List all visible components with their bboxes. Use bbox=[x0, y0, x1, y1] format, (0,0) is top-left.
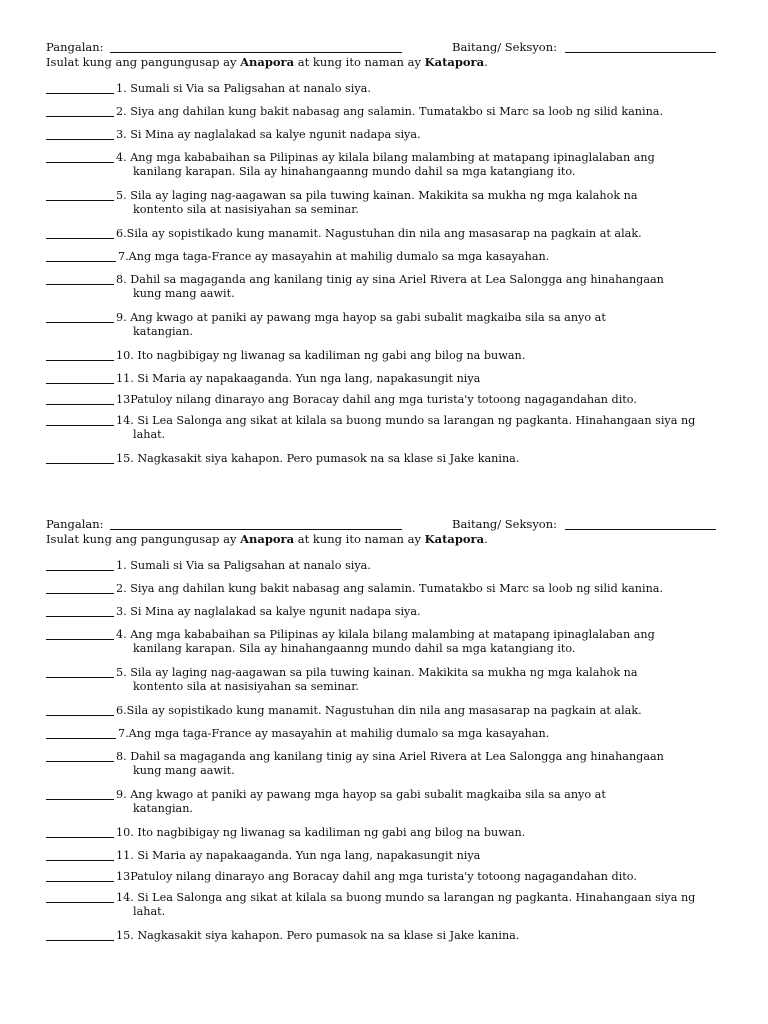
question-text: 8. Dahil sa magaganda ang kanilang tinig ay sina Ariel Rivera at Lea Salongga ang hinahangaan bbox=[116, 750, 664, 763]
question-text: 3. Si Mina ay naglalakad sa kalye ngunit nadapa siya. bbox=[116, 605, 421, 618]
question-text: 15. Nagkasakit siya kahapon. Pero pumasok na sa klase si Jake kanina. bbox=[116, 452, 520, 465]
answer-blank bbox=[46, 881, 114, 882]
name-blank bbox=[110, 52, 402, 53]
instruction-term-katapora: Katapora bbox=[424, 55, 485, 69]
question-item bbox=[46, 849, 736, 870]
grade-section-label: Baitang/ Seksyon: bbox=[452, 40, 558, 54]
answer-blank bbox=[46, 639, 114, 640]
question-item bbox=[46, 128, 736, 151]
question-item bbox=[46, 393, 736, 414]
question-text: 1. Sumali si Via sa Paligsahan at nanalo siya. bbox=[116, 82, 371, 95]
question-text: 13Patuloy nilang dinarayo ang Boracay dahil ang mga turista'y totoong nagagandahan dito. bbox=[116, 393, 637, 406]
question-text: 4. Ang mga kababaihan sa Pilipinas ay kilala bilang malambing at matapang ipinaglalaban ang bbox=[116, 151, 655, 164]
answer-blank bbox=[46, 799, 114, 800]
question-item bbox=[46, 311, 736, 349]
question-text: 8. Dahil sa magaganda ang kanilang tinig ay sina Ariel Rivera at Lea Salongga ang hinahangaan bbox=[116, 273, 664, 286]
worksheet-header bbox=[46, 517, 736, 532]
question-text: 10. Ito nagbibigay ng liwanag sa kadiliman ng gabi ang bilog na buwan. bbox=[116, 349, 526, 362]
question-item bbox=[46, 372, 736, 393]
question-text: 14. Si Lea Salonga ang sikat at kilala sa buong mundo sa larangan ng pagkanta. Hinahangaan siya ng bbox=[116, 891, 696, 904]
question-item bbox=[46, 414, 736, 452]
question-text: 13Patuloy nilang dinarayo ang Boracay dahil ang mga turista'y totoong nagagandahan dito. bbox=[116, 870, 637, 883]
question-text: 7.Ang mga taga-France ay masayahin at mahilig dumalo sa mga kasayahan. bbox=[118, 727, 550, 740]
question-item bbox=[46, 582, 736, 605]
question-text-continued: lahat. bbox=[133, 427, 166, 441]
answer-blank bbox=[46, 162, 114, 163]
question-text: 15. Nagkasakit siya kahapon. Pero pumasok na sa klase si Jake kanina. bbox=[116, 929, 520, 942]
question-item bbox=[46, 929, 736, 952]
answer-blank bbox=[46, 715, 114, 716]
worksheet-header bbox=[46, 40, 736, 55]
question-item bbox=[46, 151, 736, 189]
answer-blank bbox=[46, 837, 114, 838]
question-text-continued: kung mang aawit. bbox=[133, 286, 235, 300]
answer-blank bbox=[46, 616, 114, 617]
question-item bbox=[46, 250, 736, 273]
question-text: 10. Ito nagbibigay ng liwanag sa kadiliman ng gabi ang bilog na buwan. bbox=[116, 826, 526, 839]
question-item bbox=[46, 105, 736, 128]
question-item bbox=[46, 750, 736, 788]
answer-blank bbox=[46, 738, 116, 739]
question-item bbox=[46, 452, 736, 475]
answer-blank bbox=[46, 139, 114, 140]
question-list bbox=[46, 82, 736, 475]
question-list bbox=[46, 559, 736, 952]
question-text: 11. Si Maria ay napakaaganda. Yun nga lang, napakasungit niya bbox=[116, 372, 481, 385]
instructions bbox=[46, 532, 736, 547]
question-item bbox=[46, 727, 736, 750]
name-blank bbox=[110, 529, 402, 530]
answer-blank bbox=[46, 360, 114, 361]
question-item bbox=[46, 605, 736, 628]
question-item bbox=[46, 189, 736, 227]
question-text-continued: kung mang aawit. bbox=[133, 763, 235, 777]
question-text: 4. Ang mga kababaihan sa Pilipinas ay kilala bilang malambing at matapang ipinaglalaban ang bbox=[116, 628, 655, 641]
question-text-continued: kontento sila at nasisiyahan sa seminar. bbox=[133, 679, 359, 693]
question-text: 6.Sila ay sopistikado kung manamit. Nagustuhan din nila ang masasarap na pagkain at alak. bbox=[116, 227, 642, 240]
instruction-term-katapora: Katapora bbox=[424, 532, 485, 546]
instructions bbox=[46, 55, 736, 70]
answer-blank bbox=[46, 902, 114, 903]
question-text-continued: kanilang karapan. Sila ay hinahangaanng mundo dahil sa mga katangiang ito. bbox=[133, 641, 576, 655]
answer-blank bbox=[46, 284, 114, 285]
answer-blank bbox=[46, 940, 114, 941]
answer-blank bbox=[46, 761, 114, 762]
question-item bbox=[46, 559, 736, 582]
instruction-text: at kung ito naman ay bbox=[294, 55, 425, 69]
answer-blank bbox=[46, 383, 114, 384]
question-text: 11. Si Maria ay napakaaganda. Yun nga lang, napakasungit niya bbox=[116, 849, 481, 862]
question-item bbox=[46, 82, 736, 105]
question-text: 2. Siya ang dahilan kung bakit nabasag ang salamin. Tumatakbo si Marc sa loob ng silid kanina. bbox=[116, 105, 664, 118]
instruction-text: . bbox=[484, 532, 488, 546]
grade-section-blank bbox=[565, 52, 716, 53]
grade-section-blank bbox=[565, 529, 716, 530]
question-text-continued: kanilang karapan. Sila ay hinahangaanng mundo dahil sa mga katangiang ito. bbox=[133, 164, 576, 178]
answer-blank bbox=[46, 677, 114, 678]
question-text: 3. Si Mina ay naglalakad sa kalye ngunit nadapa siya. bbox=[116, 128, 421, 141]
question-item bbox=[46, 666, 736, 704]
answer-blank bbox=[46, 404, 114, 405]
answer-blank bbox=[46, 570, 114, 571]
question-item bbox=[46, 891, 736, 929]
question-item bbox=[46, 273, 736, 311]
question-text: 2. Siya ang dahilan kung bakit nabasag ang salamin. Tumatakbo si Marc sa loob ng silid kanina. bbox=[116, 582, 664, 595]
question-item bbox=[46, 704, 736, 727]
question-text: 5. Sila ay laging nag-aagawan sa pila tuwing kainan. Makikita sa mukha ng mga kalahok na bbox=[116, 189, 638, 202]
answer-blank bbox=[46, 238, 114, 239]
answer-blank bbox=[46, 593, 114, 594]
worksheet-bottom bbox=[46, 517, 736, 952]
answer-blank bbox=[46, 463, 114, 464]
question-item bbox=[46, 788, 736, 826]
question-text: 14. Si Lea Salonga ang sikat at kilala sa buong mundo sa larangan ng pagkanta. Hinahangaan siya ng bbox=[116, 414, 696, 427]
question-item bbox=[46, 826, 736, 849]
question-item bbox=[46, 870, 736, 891]
question-item bbox=[46, 628, 736, 666]
instruction-term-anapora: Anapora bbox=[240, 55, 295, 69]
instruction-text: . bbox=[484, 55, 488, 69]
answer-blank bbox=[46, 261, 116, 262]
question-text: 5. Sila ay laging nag-aagawan sa pila tuwing kainan. Makikita sa mukha ng mga kalahok na bbox=[116, 666, 638, 679]
question-text-continued: kontento sila at nasisiyahan sa seminar. bbox=[133, 202, 359, 216]
question-text-continued: lahat. bbox=[133, 904, 166, 918]
question-text: 9. Ang kwago at paniki ay pawang mga hayop sa gabi subalit magkaiba sila sa anyo at bbox=[116, 311, 606, 324]
answer-blank bbox=[46, 322, 114, 323]
answer-blank bbox=[46, 116, 114, 117]
answer-blank bbox=[46, 425, 114, 426]
instruction-text: at kung ito naman ay bbox=[294, 532, 425, 546]
grade-section-label: Baitang/ Seksyon: bbox=[452, 517, 558, 531]
question-text: 7.Ang mga taga-France ay masayahin at mahilig dumalo sa mga kasayahan. bbox=[118, 250, 550, 263]
question-text: 9. Ang kwago at paniki ay pawang mga hayop sa gabi subalit magkaiba sila sa anyo at bbox=[116, 788, 606, 801]
question-text-continued: katangian. bbox=[133, 324, 193, 338]
answer-blank bbox=[46, 93, 114, 94]
question-item bbox=[46, 227, 736, 250]
answer-blank bbox=[46, 860, 114, 861]
question-text: 1. Sumali si Via sa Paligsahan at nanalo siya. bbox=[116, 559, 371, 572]
name-label: Pangalan: bbox=[46, 40, 104, 54]
name-label: Pangalan: bbox=[46, 517, 104, 531]
answer-blank bbox=[46, 200, 114, 201]
worksheet-top bbox=[46, 40, 736, 475]
question-item bbox=[46, 349, 736, 372]
question-text: 6.Sila ay sopistikado kung manamit. Nagustuhan din nila ang masasarap na pagkain at alak. bbox=[116, 704, 642, 717]
instruction-text: Isulat kung ang pangungusap ay bbox=[46, 55, 241, 69]
instruction-term-anapora: Anapora bbox=[240, 532, 295, 546]
instruction-text: Isulat kung ang pangungusap ay bbox=[46, 532, 241, 546]
question-text-continued: katangian. bbox=[133, 801, 193, 815]
